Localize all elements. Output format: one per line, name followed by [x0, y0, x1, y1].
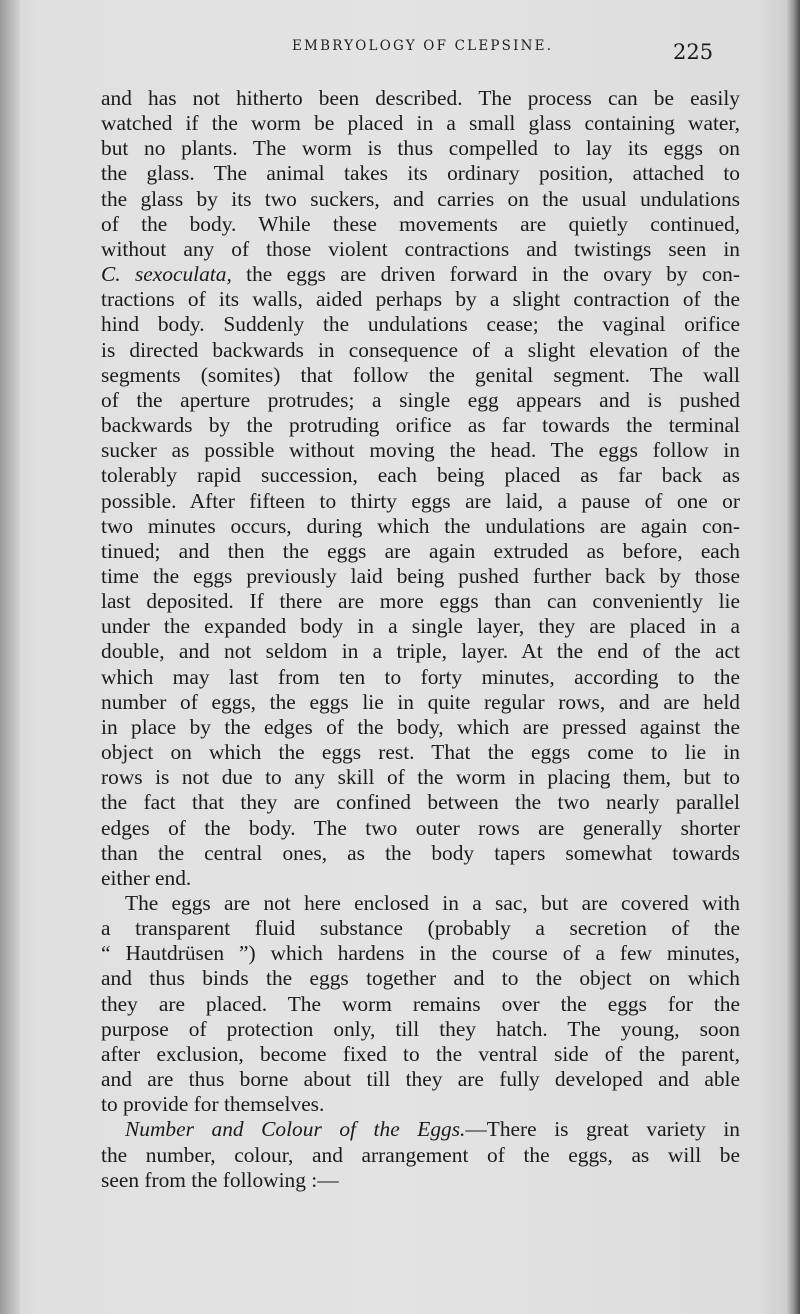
text-line: of the body. While these movements are quietly continued, [101, 211, 740, 236]
text-line: tolerably rapid succession, each being placed as far back as [101, 463, 740, 488]
italic-text: Number and Colour of the Eggs. [125, 1117, 466, 1142]
text-line: the glass. The animal takes its ordinary position, attached to [101, 161, 740, 186]
binding-shadow [0, 0, 20, 1314]
text-line: after exclusion, become fixed to the ventral side of the parent, [101, 1041, 740, 1066]
text-line [101, 262, 740, 287]
text-line: of the aperture protrudes; a single egg appears and is pushed [101, 387, 740, 412]
text-line: tinued; and then the eggs are again extruded as before, each [101, 538, 740, 563]
text-line: last deposited. If there are more eggs than can conveniently lie [101, 589, 740, 614]
running-head: EMBRYOLOGY OF CLEPSINE. [292, 38, 554, 54]
text-line: time the eggs previously laid being pushed further back by those [101, 563, 740, 588]
text-line: a transparent fluid substance (probably a secretion of the [101, 916, 740, 941]
text-line: the number, colour, and arrangement of the eggs, as will be [101, 1142, 740, 1167]
body-text [101, 86, 740, 1193]
text-line: “ Hautdrüsen ”) which hardens in the course of a few minutes, [101, 941, 740, 966]
page-number: 225 [673, 40, 714, 64]
text-line: without any of those violent contractions and twistings seen in [101, 236, 740, 261]
text-line: segments (somites) that follow the genital segment. The wall [101, 362, 740, 387]
text-line: to provide for themselves. [101, 1092, 325, 1117]
text-line: sucker as possible without moving the head. The eggs follow in [101, 438, 740, 463]
text-line: double, and not seldom in a triple, layer. At the end of the act [101, 639, 740, 664]
text-line: the fact that they are confined between the two nearly parallel [101, 790, 740, 815]
text-line: but no plants. The worm is thus compelled to lay its eggs on [101, 136, 740, 161]
text-line: the glass by its two suckers, and carries on the usual undulations [101, 186, 740, 211]
text-line: tractions of its walls, aided perhaps by a slight contraction of the [101, 287, 740, 312]
text-line: either end. [101, 865, 192, 890]
text-line: purpose of protection only, till they hatch. The young, soon [101, 1016, 740, 1041]
text-line: they are placed. The worm remains over the eggs for the [101, 991, 740, 1016]
text-line: backwards by the protruding orifice as far towards the terminal [101, 413, 740, 438]
line-remainder: —There is great variety in [465, 1117, 740, 1142]
text-line: watched if the worm be placed in a small glass containing water, [101, 111, 740, 136]
text-line: two minutes occurs, during which the undulations are again con- [101, 513, 740, 538]
text-line: and thus binds the eggs together and to the object on which [101, 966, 740, 991]
text-line [101, 1117, 740, 1142]
text-line: is directed backwards in consequence of a slight elevation of the [101, 337, 740, 362]
text-line: possible. After fifteen to thirty eggs are laid, a pause of one or [101, 488, 740, 513]
text-line: hind body. Suddenly the undulations cease; the vaginal orifice [101, 312, 740, 337]
italic-text: C. sexoculata, [101, 262, 232, 287]
text-line: in place by the edges of the body, which are pressed against the [101, 714, 740, 739]
text-line: under the expanded body in a single layer, they are placed in a [101, 614, 740, 639]
text-line: than the central ones, as the body tapers somewhat towards [101, 840, 740, 865]
text-line: and has not hitherto been described. The process can be easily [101, 86, 740, 110]
paragraph [101, 86, 740, 891]
text-line: object on which the eggs rest. That the eggs come to lie in [101, 740, 740, 765]
text-line: which may last from ten to forty minutes, according to the [101, 664, 740, 689]
text-line: seen from the following :— [101, 1167, 339, 1192]
text-line: number of eggs, the eggs lie in quite regular rows, and are held [101, 689, 740, 714]
text-line: The eggs are not here enclosed in a sac, but are covered with [125, 891, 740, 915]
text-line: and are thus borne about till they are fully developed and able [101, 1067, 740, 1092]
line-remainder: the eggs are driven forward in the ovary by con- [231, 262, 740, 287]
paragraph [101, 1117, 740, 1192]
text-line: rows is not due to any skill of the worm in placing them, but to [101, 765, 740, 790]
paragraph [101, 891, 740, 1117]
text-line: edges of the body. The two outer rows are generally shorter [101, 815, 740, 840]
page-edge-shadow [786, 0, 800, 1314]
